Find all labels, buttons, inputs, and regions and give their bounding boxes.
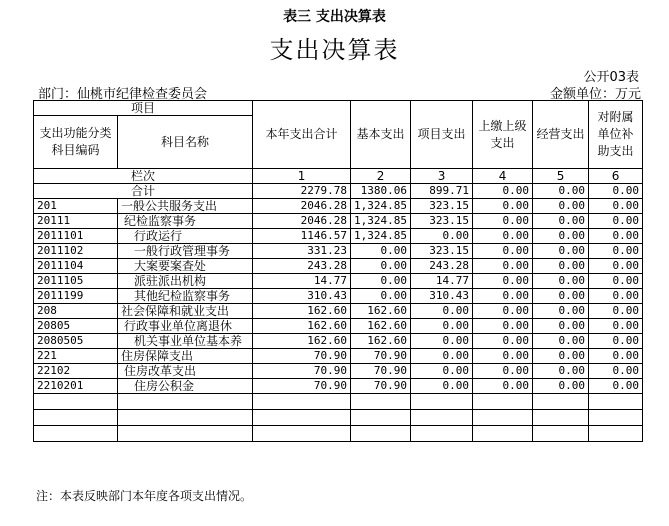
empty-cell xyxy=(351,426,411,442)
total-c6: 0.00 xyxy=(589,184,643,199)
row-value-c5: 0.00 xyxy=(533,379,589,394)
index-c1: 1 xyxy=(253,169,351,184)
row-value-c5: 0.00 xyxy=(533,259,589,274)
row-value-c3: 14.77 xyxy=(411,274,473,289)
empty-cell xyxy=(533,410,589,426)
total-label: 合计 xyxy=(34,184,253,199)
row-value-c5: 0.00 xyxy=(533,244,589,259)
row-value-c5: 0.00 xyxy=(533,199,589,214)
row-value-c3: 243.28 xyxy=(411,259,473,274)
row-value-c1: 1146.57 xyxy=(253,229,351,244)
empty-cell xyxy=(533,426,589,442)
row-value-c3: 310.43 xyxy=(411,289,473,304)
total-c4: 0.00 xyxy=(473,184,533,199)
row-value-c5: 0.00 xyxy=(533,364,589,379)
empty-cell xyxy=(589,394,643,410)
empty-cell xyxy=(34,394,118,410)
form-number: 公开03表 xyxy=(583,70,639,85)
row-value-c6: 0.00 xyxy=(589,349,643,364)
row-name: 派驻派出机构 xyxy=(118,274,253,289)
header-total: 本年支出合计 xyxy=(253,101,351,169)
row-value-c4: 0.00 xyxy=(473,274,533,289)
row-value-c4: 0.00 xyxy=(473,289,533,304)
row-value-c6: 0.00 xyxy=(589,364,643,379)
index-row xyxy=(34,169,643,184)
header-project-expense: 项目支出 xyxy=(411,101,473,169)
row-name: 住房改革支出 xyxy=(118,364,253,379)
row-value-c2: 162.60 xyxy=(351,334,411,349)
row-code: 20111 xyxy=(34,214,118,229)
row-value-c4: 0.00 xyxy=(473,304,533,319)
empty-cell xyxy=(411,394,473,410)
table-row xyxy=(34,289,643,304)
row-value-c2: 0.00 xyxy=(351,289,411,304)
row-code: 201 xyxy=(34,199,118,214)
empty-cell xyxy=(253,394,351,410)
row-value-c1: 70.90 xyxy=(253,364,351,379)
row-value-c5: 0.00 xyxy=(533,334,589,349)
empty-cell xyxy=(351,394,411,410)
row-code: 2210201 xyxy=(34,379,118,394)
empty-cell xyxy=(351,410,411,426)
index-c3: 3 xyxy=(411,169,473,184)
row-value-c4: 0.00 xyxy=(473,364,533,379)
header-affiliate: 对附属单位补助支出 xyxy=(589,101,643,169)
header-code: 支出功能分类科目编码 xyxy=(34,116,118,169)
empty-row xyxy=(34,410,643,426)
total-c5: 0.00 xyxy=(533,184,589,199)
table-row xyxy=(34,259,643,274)
row-value-c6: 0.00 xyxy=(589,259,643,274)
row-value-c6: 0.00 xyxy=(589,214,643,229)
table-row xyxy=(34,364,643,379)
empty-row xyxy=(34,426,643,442)
row-value-c2: 70.90 xyxy=(351,349,411,364)
row-value-c4: 0.00 xyxy=(473,259,533,274)
row-code: 2080505 xyxy=(34,334,118,349)
row-value-c3: 0.00 xyxy=(411,349,473,364)
table-row xyxy=(34,319,643,334)
table-row xyxy=(34,304,643,319)
department-label: 部门：仙桃市纪律检查委员会 xyxy=(38,87,208,102)
row-value-c5: 0.00 xyxy=(533,304,589,319)
expenditure-table xyxy=(33,100,643,442)
row-code: 2011199 xyxy=(34,289,118,304)
empty-cell xyxy=(533,394,589,410)
empty-cell xyxy=(411,410,473,426)
row-value-c4: 0.00 xyxy=(473,214,533,229)
report-title: 支出决算表 xyxy=(269,36,400,64)
row-value-c1: 70.90 xyxy=(253,349,351,364)
row-name: 大案要案查处 xyxy=(118,259,253,274)
header-name: 科目名称 xyxy=(118,116,253,169)
header-business: 经营支出 xyxy=(533,101,589,169)
index-c4: 4 xyxy=(473,169,533,184)
empty-cell xyxy=(253,410,351,426)
table-row xyxy=(34,214,643,229)
row-value-c6: 0.00 xyxy=(589,229,643,244)
row-value-c5: 0.00 xyxy=(533,214,589,229)
row-value-c2: 1,324.85 xyxy=(351,199,411,214)
row-value-c2: 0.00 xyxy=(351,259,411,274)
row-code: 22102 xyxy=(34,364,118,379)
empty-cell xyxy=(253,426,351,442)
row-value-c2: 70.90 xyxy=(351,379,411,394)
table-row xyxy=(34,349,643,364)
row-name: 其他纪检监察事务 xyxy=(118,289,253,304)
empty-cell xyxy=(411,426,473,442)
total-c1: 2279.78 xyxy=(253,184,351,199)
row-value-c1: 14.77 xyxy=(253,274,351,289)
empty-cell xyxy=(589,410,643,426)
row-value-c4: 0.00 xyxy=(473,229,533,244)
total-c2: 1380.06 xyxy=(351,184,411,199)
row-value-c3: 0.00 xyxy=(411,364,473,379)
row-value-c2: 162.60 xyxy=(351,304,411,319)
row-value-c6: 0.00 xyxy=(589,274,643,289)
row-value-c1: 310.43 xyxy=(253,289,351,304)
empty-cell xyxy=(34,426,118,442)
empty-row xyxy=(34,394,643,410)
row-value-c4: 0.00 xyxy=(473,349,533,364)
row-value-c3: 0.00 xyxy=(411,229,473,244)
row-value-c3: 0.00 xyxy=(411,379,473,394)
empty-cell xyxy=(473,410,533,426)
row-name: 社会保障和就业支出 xyxy=(118,304,253,319)
row-value-c6: 0.00 xyxy=(589,319,643,334)
row-value-c2: 1,324.85 xyxy=(351,229,411,244)
table-row xyxy=(34,379,643,394)
row-name: 住房保障支出 xyxy=(118,349,253,364)
total-c3: 899.71 xyxy=(411,184,473,199)
row-value-c5: 0.00 xyxy=(533,229,589,244)
row-code: 2011101 xyxy=(34,229,118,244)
row-value-c1: 162.60 xyxy=(253,319,351,334)
row-value-c1: 243.28 xyxy=(253,259,351,274)
header-row-1 xyxy=(34,101,643,116)
row-value-c1: 2046.28 xyxy=(253,214,351,229)
row-value-c1: 162.60 xyxy=(253,304,351,319)
row-value-c1: 2046.28 xyxy=(253,199,351,214)
row-value-c3: 323.15 xyxy=(411,244,473,259)
row-code: 2011102 xyxy=(34,244,118,259)
row-name: 住房公积金 xyxy=(118,379,253,394)
header-upper: 上缴上级支出 xyxy=(473,101,533,169)
table-row xyxy=(34,244,643,259)
table-row xyxy=(34,199,643,214)
row-code: 221 xyxy=(34,349,118,364)
row-code: 20805 xyxy=(34,319,118,334)
table-row xyxy=(34,229,643,244)
row-name: 行政事业单位离退休 xyxy=(118,319,253,334)
table-row xyxy=(34,274,643,289)
row-name: 行政运行 xyxy=(118,229,253,244)
row-value-c3: 323.15 xyxy=(411,214,473,229)
row-value-c3: 0.00 xyxy=(411,319,473,334)
row-value-c6: 0.00 xyxy=(589,289,643,304)
header-project: 项目 xyxy=(34,101,253,116)
empty-cell xyxy=(118,426,253,442)
index-c5: 5 xyxy=(533,169,589,184)
row-code: 2011104 xyxy=(34,259,118,274)
row-code: 2011105 xyxy=(34,274,118,289)
row-value-c6: 0.00 xyxy=(589,379,643,394)
empty-cell xyxy=(34,410,118,426)
table-row xyxy=(34,334,643,349)
row-value-c2: 0.00 xyxy=(351,244,411,259)
row-code: 208 xyxy=(34,304,118,319)
amount-unit-label: 金额单位：万元 xyxy=(549,87,641,102)
row-value-c5: 0.00 xyxy=(533,349,589,364)
row-value-c6: 0.00 xyxy=(589,334,643,349)
report-subtitle: 表三 支出决算表 xyxy=(283,9,386,25)
row-value-c1: 331.23 xyxy=(253,244,351,259)
row-value-c5: 0.00 xyxy=(533,274,589,289)
row-value-c6: 0.00 xyxy=(589,199,643,214)
index-label: 栏次 xyxy=(34,169,253,184)
row-name: 纪检监察事务 xyxy=(118,214,253,229)
index-c2: 2 xyxy=(351,169,411,184)
empty-cell xyxy=(473,426,533,442)
row-value-c6: 0.00 xyxy=(589,304,643,319)
header-basic: 基本支出 xyxy=(351,101,411,169)
empty-cell xyxy=(473,394,533,410)
row-value-c2: 162.60 xyxy=(351,319,411,334)
index-c6: 6 xyxy=(589,169,643,184)
row-value-c6: 0.00 xyxy=(589,244,643,259)
row-value-c5: 0.00 xyxy=(533,289,589,304)
empty-cell xyxy=(118,410,253,426)
row-name: 一般公共服务支出 xyxy=(118,199,253,214)
row-value-c1: 70.90 xyxy=(253,379,351,394)
row-value-c3: 0.00 xyxy=(411,334,473,349)
row-value-c3: 323.15 xyxy=(411,199,473,214)
footnote: 注：本表反映部门本年度各项支出情况。 xyxy=(36,489,253,503)
row-value-c3: 0.00 xyxy=(411,304,473,319)
row-value-c2: 0.00 xyxy=(351,274,411,289)
row-value-c4: 0.00 xyxy=(473,319,533,334)
row-name: 一般行政管理事务 xyxy=(118,244,253,259)
row-value-c1: 162.60 xyxy=(253,334,351,349)
row-value-c2: 70.90 xyxy=(351,364,411,379)
row-name: 机关事业单位基本养 xyxy=(118,334,253,349)
row-value-c5: 0.00 xyxy=(533,319,589,334)
empty-cell xyxy=(589,426,643,442)
row-value-c4: 0.00 xyxy=(473,334,533,349)
row-value-c4: 0.00 xyxy=(473,379,533,394)
empty-cell xyxy=(118,394,253,410)
row-value-c4: 0.00 xyxy=(473,199,533,214)
total-row xyxy=(34,184,643,199)
row-value-c4: 0.00 xyxy=(473,244,533,259)
row-value-c2: 1,324.85 xyxy=(351,214,411,229)
